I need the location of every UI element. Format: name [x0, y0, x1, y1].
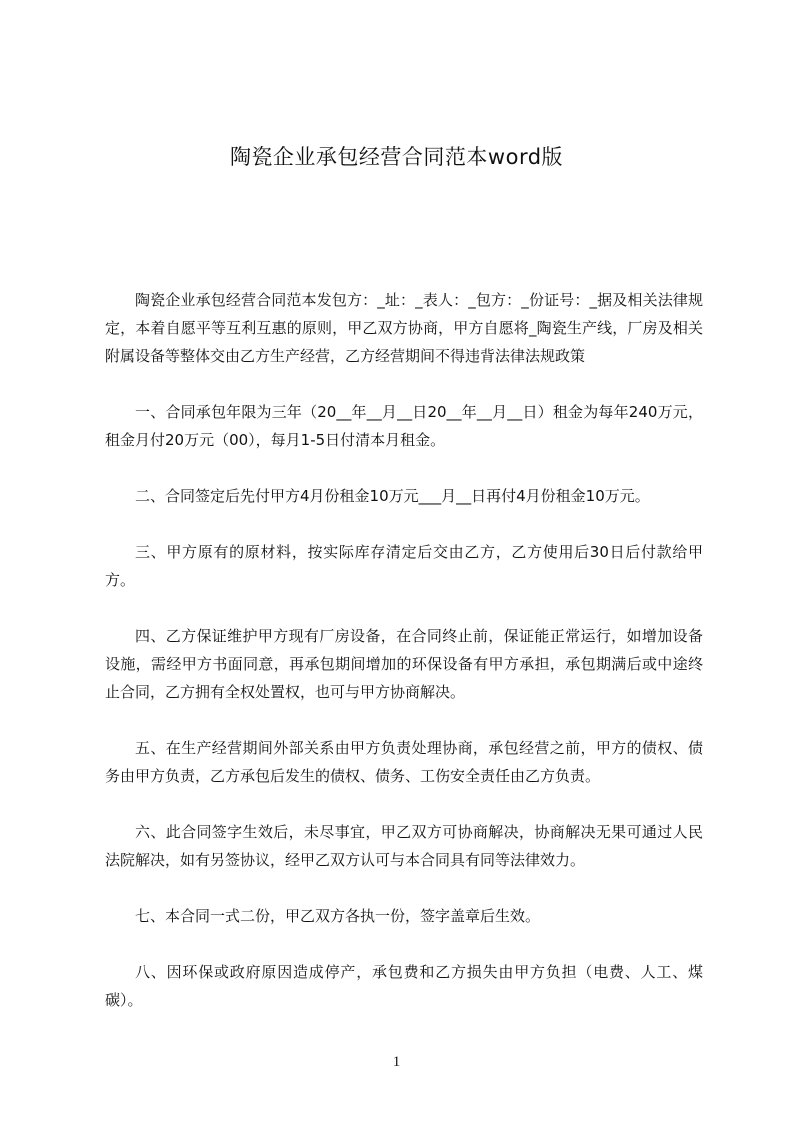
paragraph-spacer: [105, 790, 703, 818]
paragraph-clause-7: 七、本合同一式二份，甲乙双方各执一份，签字盖章后生效。: [135, 907, 541, 925]
paragraph-spacer: [105, 706, 703, 734]
paragraph-spacer: [105, 930, 703, 958]
paragraph-spacer: [105, 594, 703, 622]
page-number: 1: [392, 1054, 401, 1070]
paragraph-intro: 陶瓷企业承包经营合同范本发包方：_址：_表人：_包方：_份证号：_据及相关法律规定，本着自愿平等互利互惠的原则，甲乙双方协商，甲方自愿将_陶瓷生产线，厂房及相关附属设备等整体交由乙方生产经营，乙方经营期间不得违背法律法规政策: [105, 291, 703, 365]
paragraph-clause-1: 一、合同承包年限为三年（20__年__月__日20__年__月__日）租金为每年240万元，租金月付20万元（00），每月1-5日付清本月租金。: [105, 403, 703, 449]
paragraph-clause-2: 二、合同签定后先付甲方4月份租金10万元___月__日再付4月份租金10万元。: [135, 487, 650, 505]
paragraph-clause-6: 六、此合同签字生效后，未尽事宜，甲乙双方可协商解决，协商解决无果可通过人民法院解决，如有另签协议，经甲乙双方认可与本合同具有同等法律效力。: [105, 823, 703, 869]
paragraph-clause-4: 四、乙方保证维护甲方现有厂房设备，在合同终止前，保证能正常运行，如增加设备设施，需经甲方书面同意，再承包期间增加的环保设备有甲方承担，承包期满后或中途终止合同，乙方拥有全权处置权，也可与甲方协商解决。: [105, 627, 703, 701]
document-body: [105, 286, 703, 1014]
paragraph-clause-3: 三、甲方原有的原材料，按实际库存清定后交由乙方，乙方使用后30日后付款给甲方。: [105, 543, 703, 589]
paragraph-spacer: [105, 370, 703, 398]
paragraph-clause-5: 五、在生产经营期间外部关系由甲方负责处理协商，承包经营之前，甲方的债权、债务由甲方负责，乙方承包后发生的债权、债务、工伤安全责任由乙方负责。: [105, 739, 703, 785]
document-title: 陶瓷企业承包经营合同范本word版: [229, 145, 564, 169]
paragraph-spacer: [105, 510, 703, 538]
paragraph-clause-8: 八、因环保或政府原因造成停产，承包费和乙方损失由甲方负担（电费、人工、煤碳）。: [105, 963, 703, 1009]
paragraph-spacer: [105, 454, 703, 482]
paragraph-spacer: [105, 874, 703, 902]
